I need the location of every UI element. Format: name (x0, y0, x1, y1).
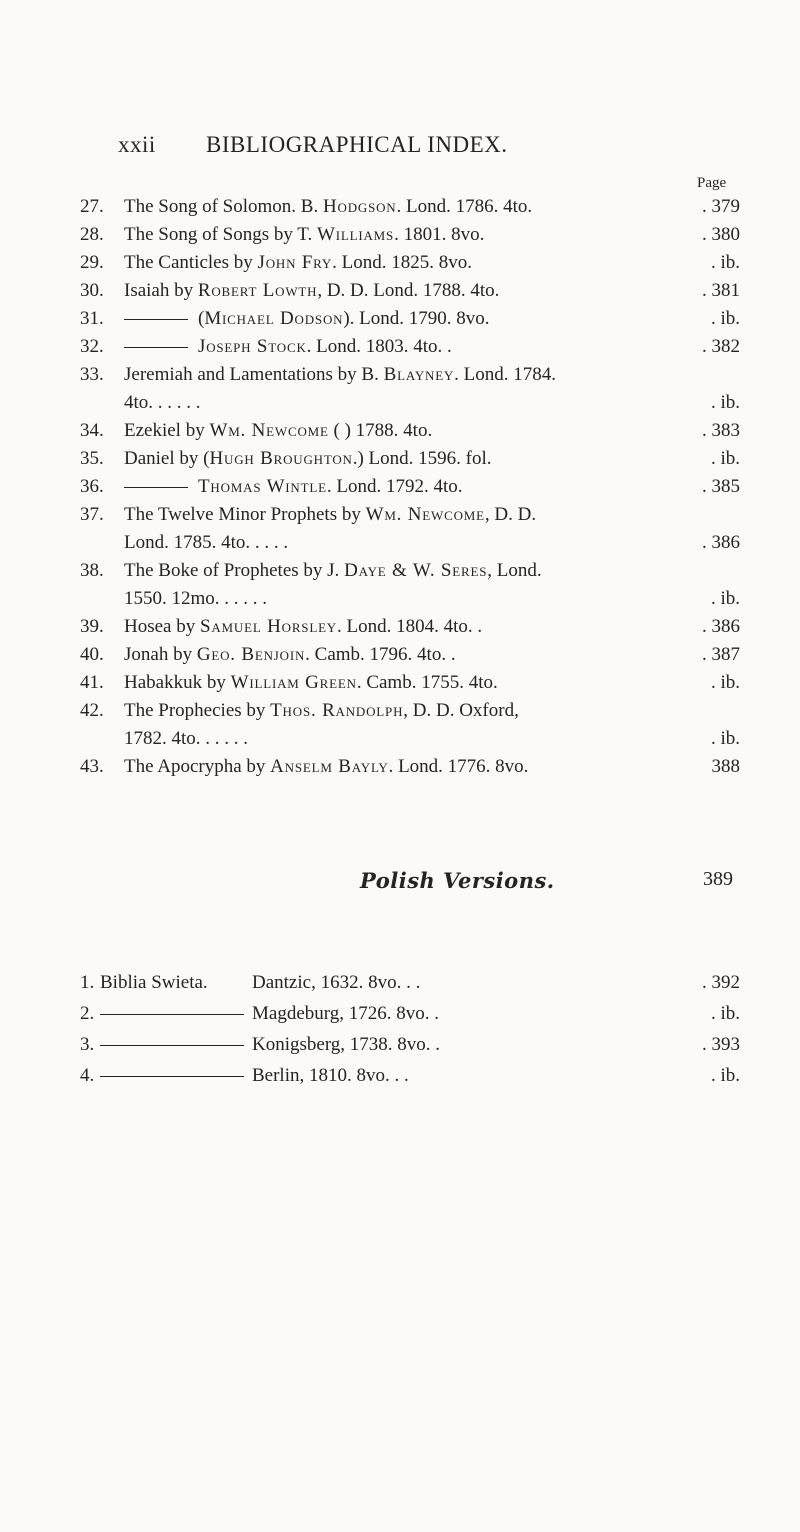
entry-author: Hodgson (322, 196, 397, 217)
entry-author: Joseph Stock (198, 336, 307, 357)
list-item (80, 445, 740, 473)
entry-page: . ib. (710, 308, 740, 329)
list-item (80, 669, 740, 697)
list-item (80, 697, 740, 725)
entry-text (124, 333, 680, 361)
entry-text-part: . Lond. 1784. (454, 364, 556, 385)
entry-number: 27. (80, 196, 104, 217)
entry-text-part: The Canticles by (124, 252, 258, 273)
list-item (80, 361, 740, 389)
page-number: xxii (118, 132, 156, 157)
entry-text-part: 4to. . . . . . (124, 392, 201, 413)
entry-number: 40. (80, 644, 104, 665)
entry-text-part: 1782. 4to. . . . . . (124, 728, 249, 749)
entry-author: Samuel Horsley (199, 616, 337, 637)
entry-text (124, 193, 680, 221)
ditto-dash (100, 1076, 244, 1077)
entry-text-part: The Twelve Minor Prophets by (124, 504, 366, 525)
entry-page: . ib. (710, 672, 740, 693)
version-detail: Konigsberg, 1738. 8vo. . (252, 1034, 441, 1055)
list-item (80, 277, 740, 305)
entry-text-part: . Lond. 1792. 4to. (326, 476, 463, 497)
version-detail: Dantzic, 1632. 8vo. . . (252, 972, 421, 993)
entry-page: . 386 (702, 532, 740, 553)
entry-text (124, 221, 680, 249)
entry-text-part: ( (198, 308, 205, 329)
entry-number: 36. (80, 476, 104, 497)
entry-text-part: The Song of Songs by T. (124, 224, 317, 245)
list-item (80, 417, 740, 445)
entry-text-part: The Song of Solomon. B. (124, 196, 323, 217)
entry-text-part: 1550. 12mo. . . . . . (124, 588, 268, 609)
ditto-dash (124, 487, 188, 488)
entry-number: 33. (80, 364, 104, 385)
entry-text-part: . Camb. 1755. 4to. (356, 672, 498, 693)
entry-page: . 381 (702, 280, 740, 301)
entry-text-part: Jeremiah and Lamentations by B. (124, 364, 384, 385)
entry-text-part: Hosea by (124, 616, 200, 637)
entry-number: 32. (80, 336, 104, 357)
entry-page: . 383 (702, 420, 740, 441)
list-item (80, 221, 740, 249)
entry-number: 30. (80, 280, 104, 301)
list-item (80, 193, 740, 221)
versions-list (80, 967, 740, 1091)
list-item (80, 1060, 740, 1091)
entry-text-part: ). Lond. 1790. 8vo. (343, 308, 490, 329)
version-number: 1. (80, 972, 95, 993)
list-item (80, 333, 740, 361)
entry-author: Wm. Newcome (209, 420, 329, 441)
entry-text-part: . 1801. 8vo. (394, 224, 485, 245)
entry-page: . 382 (702, 336, 740, 357)
ditto-dash (100, 1045, 244, 1046)
entry-page: . 387 (702, 644, 740, 665)
entry-page: . ib. (710, 448, 740, 469)
entry-page: . ib. (710, 728, 740, 749)
version-page: . 393 (702, 1034, 740, 1055)
list-item (80, 641, 740, 669)
entry-number: 31. (80, 308, 104, 329)
entry-author: Thos. Randolph (270, 700, 404, 721)
entry-text-part: . Lond. 1776. 8vo. (388, 756, 529, 777)
list-item (80, 473, 740, 501)
section-title: Polish Versions. (360, 868, 555, 893)
entry-text-part: The Boke of Prophetes by J. (124, 560, 345, 581)
entry-text (124, 669, 680, 697)
entry-text (124, 389, 680, 417)
entry-text (124, 305, 680, 333)
entry-page: . 385 (702, 476, 740, 497)
entry-text (124, 697, 680, 725)
entry-number: 34. (80, 420, 104, 441)
list-item (80, 967, 740, 998)
entry-text (124, 445, 680, 473)
entry-text (124, 641, 680, 669)
entry-number: 28. (80, 224, 104, 245)
entry-text-part: ( ) 1788. 4to. (328, 420, 433, 441)
entry-author: Blayney (383, 364, 455, 385)
entry-text-part: , D. D. Oxford, (403, 700, 519, 721)
ditto-dash (124, 319, 188, 320)
entry-page: . ib. (710, 588, 740, 609)
entry-author: Williams (317, 224, 395, 245)
list-item (80, 557, 740, 585)
entry-text (124, 613, 680, 641)
entry-author: Wm. Newcome (365, 504, 485, 525)
entry-text-part: The Apocrypha by (124, 756, 271, 777)
entry-text-part: Daniel by ( (124, 448, 210, 469)
entry-author: William Green (230, 672, 357, 693)
entry-page: . 380 (702, 224, 740, 245)
entry-number: 43. (80, 756, 104, 777)
entry-text-part: . Lond. 1786. 4to. (396, 196, 533, 217)
version-name: Biblia Swieta. (100, 972, 208, 993)
list-item (80, 753, 740, 781)
list-item (80, 725, 740, 753)
entry-text (124, 249, 680, 277)
entry-text-part: Lond. 1785. 4to. . . . . (124, 532, 289, 553)
entry-number: 42. (80, 700, 104, 721)
entry-text-part: Isaiah by (124, 280, 198, 301)
entry-text-part: . Lond. 1804. 4to. . (337, 616, 483, 637)
version-number: 2. (80, 1003, 95, 1024)
list-item (80, 529, 740, 557)
version-detail: Berlin, 1810. 8vo. . . (252, 1065, 409, 1086)
page-column-label: Page (697, 175, 727, 191)
entry-text-part: Ezekiel by (124, 420, 210, 441)
entry-author: Hugh Broughton (209, 448, 353, 469)
entry-text (124, 501, 680, 529)
entry-text-part: . Lond. 1825. 8vo. (332, 252, 472, 273)
entry-text-part: Jonah by (124, 644, 197, 665)
section-page-number: 389 (703, 868, 733, 890)
version-page: . ib. (710, 1065, 740, 1086)
entry-text-part: , D. D. Lond. 1788. 4to. (317, 280, 500, 301)
entry-author: Geo. Benjoin (196, 644, 306, 665)
list-item (80, 998, 740, 1029)
entry-text-part: . Camb. 1796. 4to. . (305, 644, 456, 665)
list-item (80, 613, 740, 641)
version-number: 4. (80, 1065, 95, 1086)
version-detail: Magdeburg, 1726. 8vo. . (252, 1003, 439, 1024)
entry-text-part: , Lond. (487, 560, 542, 581)
entry-number: 41. (80, 672, 104, 693)
entry-number: 35. (80, 448, 104, 469)
entry-author: Robert Lowth (197, 280, 318, 301)
entry-number: 29. (80, 252, 104, 273)
entry-text (124, 585, 680, 613)
entry-text (124, 529, 680, 557)
entry-author: John Fry (257, 252, 333, 273)
entry-number: 37. (80, 504, 104, 525)
entry-author: Daye & W. Seres (344, 560, 488, 581)
entry-text-part: , D. D. (484, 504, 537, 525)
version-page: . 392 (702, 972, 740, 993)
list-item (80, 249, 740, 277)
entry-author: Michael Dodson (204, 308, 344, 329)
entry-text (124, 753, 680, 781)
page-title: BIBLIOGRAPHICAL INDEX. (206, 132, 508, 157)
entry-page: . ib. (710, 392, 740, 413)
entry-number: 38. (80, 560, 104, 581)
page-header (118, 132, 508, 158)
entry-text-part: The Prophecies by (124, 700, 271, 721)
ditto-dash (124, 347, 188, 348)
entry-text-part: . Lond. 1803. 4to. . (306, 336, 452, 357)
version-page: . ib. (710, 1003, 740, 1024)
list-item (80, 389, 740, 417)
entry-text-part: Habakkuk by (124, 672, 231, 693)
entry-text (124, 725, 680, 753)
entry-number: 39. (80, 616, 104, 637)
list-item (80, 585, 740, 613)
entry-author: Thomas Wintle (198, 476, 327, 497)
list-item (80, 305, 740, 333)
entry-text-part: .) Lond. 1596. fol. (352, 448, 492, 469)
entry-page: 388 (711, 756, 740, 777)
entry-text (124, 361, 680, 389)
entry-page: . ib. (710, 252, 740, 273)
entry-text (124, 557, 680, 585)
entry-text (124, 473, 680, 501)
entry-author: Anselm Bayly (270, 756, 389, 777)
version-number: 3. (80, 1034, 95, 1055)
bibliography-list (80, 193, 740, 781)
ditto-dash (100, 1014, 244, 1015)
list-item (80, 1029, 740, 1060)
entry-page: . 379 (702, 196, 740, 217)
list-item (80, 501, 740, 529)
entry-text (124, 277, 680, 305)
entry-text (124, 417, 680, 445)
entry-page: . 386 (702, 616, 740, 637)
